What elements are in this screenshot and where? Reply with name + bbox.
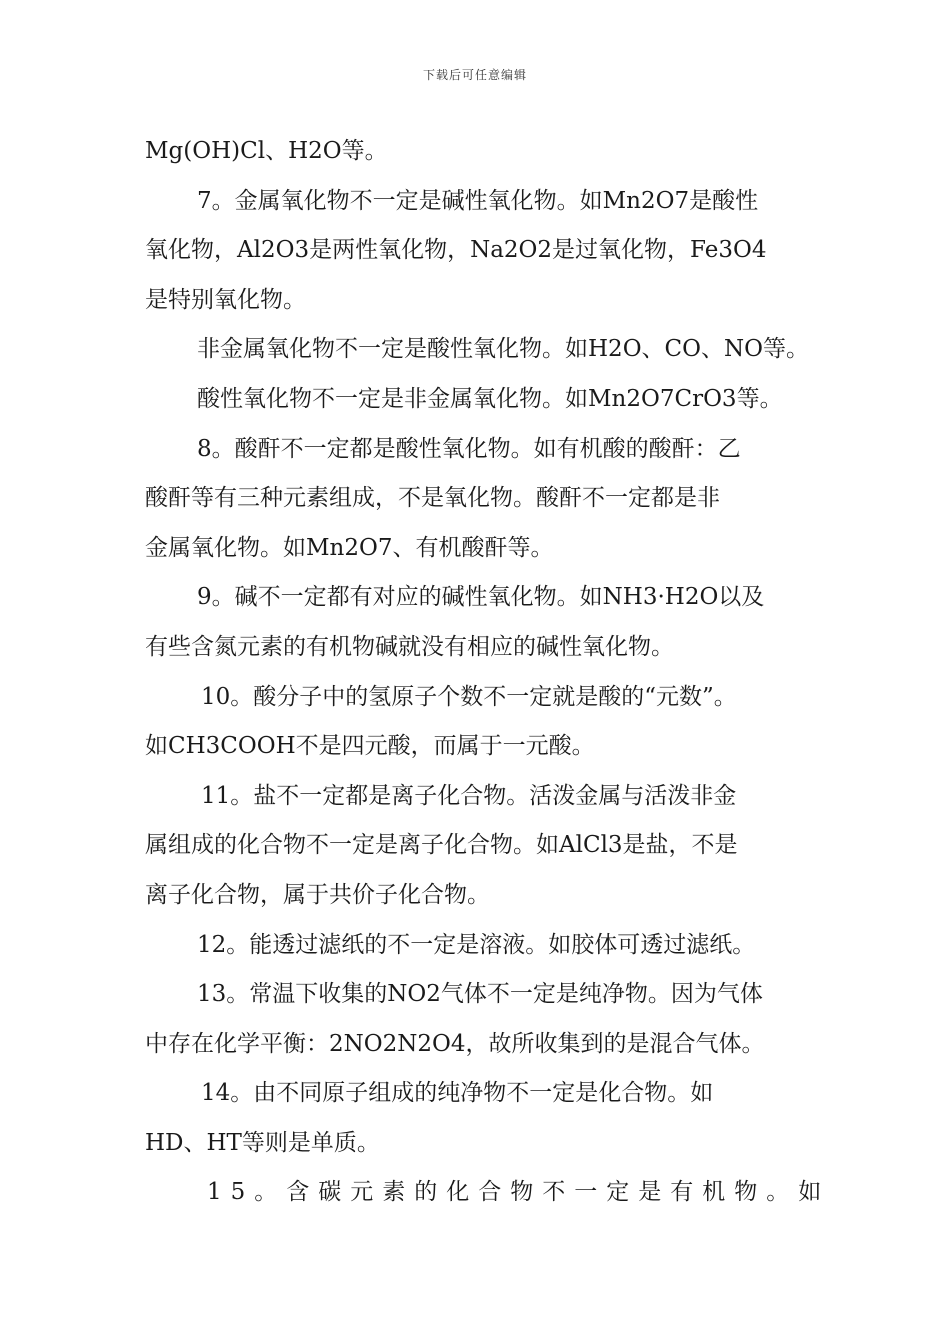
text-line: 7。金属氧化物不一定是碱性氧化物。如Mn2O7是酸性 bbox=[197, 187, 759, 214]
text-line: 氧化物，Al2O3是两性氧化物，Na2O2是过氧化物，Fe3O4 bbox=[145, 237, 767, 264]
text-line: 中存在化学平衡：2NO2N2O4，故所收集到的是混合气体。 bbox=[145, 1030, 765, 1057]
text-line: 13。常温下收集的NO2气体不一定是纯净物。因为气体 bbox=[197, 981, 763, 1008]
text-line: 是特别氧化物。 bbox=[145, 286, 306, 313]
text-line: 8。酸酐不一定都是酸性氧化物。如有机酸的酸酐：乙 bbox=[197, 435, 741, 462]
text-line: 有些含氮元素的有机物碱就没有相应的碱性氧化物。 bbox=[145, 633, 674, 660]
text-line: 属组成的化合物不一定是离子化合物。如AlCl3是盐，不是 bbox=[145, 832, 738, 859]
text-line: 12。能透过滤纸的不一定是溶液。如胶体可透过滤纸。 bbox=[197, 931, 756, 958]
text-line: HD、HT等则是单质。 bbox=[145, 1129, 380, 1156]
text-line: 酸性氧化物不一定是非金属氧化物。如Mn2O7CrO3等。 bbox=[197, 385, 783, 412]
text-line: 非金属氧化物不一定是酸性氧化物。如H2O、CO、NO等。 bbox=[197, 336, 809, 363]
text-line: Mg(OH)Cl、H2O等。 bbox=[145, 138, 388, 164]
text-line: 11。盐不一定都是离子化合物。活泼金属与活泼非金 bbox=[201, 782, 737, 809]
text-line: 10。酸分子中的氢原子个数不一定就是酸的“元数”。 bbox=[201, 683, 737, 710]
text-line: 离子化合物，属于共价子化合物。 bbox=[145, 881, 490, 908]
text-line: 金属氧化物。如Mn2O7、有机酸酐等。 bbox=[145, 534, 554, 561]
page-header-note: 下载后可任意编辑 bbox=[422, 68, 527, 82]
text-line: 酸酐等有三种元素组成，不是氧化物。酸酐不一定都是非 bbox=[145, 485, 720, 512]
document-body bbox=[145, 127, 831, 1218]
text-line: 14。由不同原子组成的纯净物不一定是化合物。如 bbox=[201, 1080, 714, 1107]
text-line: 15。含碳元素的化合物不一定是有机物。如 bbox=[207, 1179, 831, 1206]
text-line: 9。碱不一定都有对应的碱性氧化物。如NH3·H2O以及 bbox=[197, 584, 765, 611]
text-line: 如CH3COOH不是四元酸，而属于一元酸。 bbox=[145, 733, 595, 760]
